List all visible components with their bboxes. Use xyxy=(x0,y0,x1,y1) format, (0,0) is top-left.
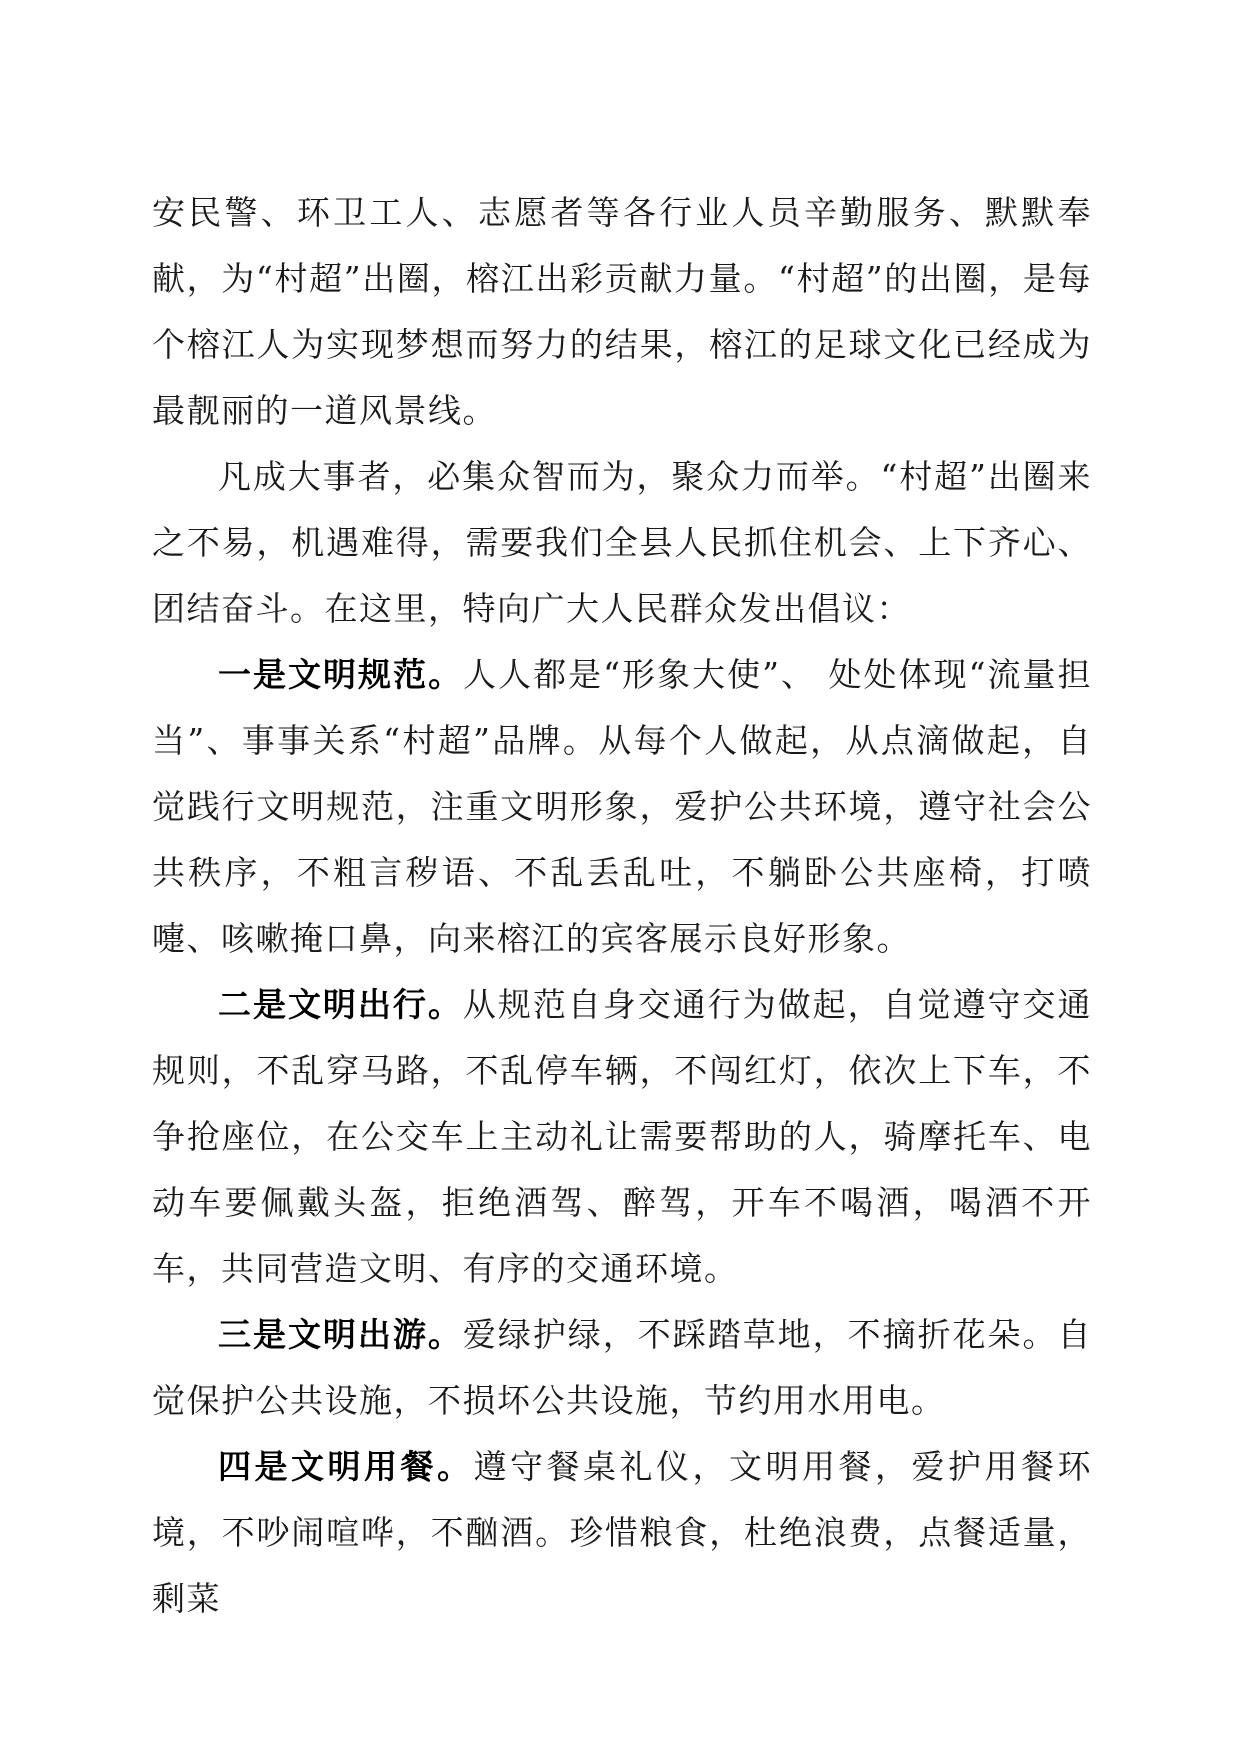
paragraph-text: 安民警、环卫工人、志愿者等各行业人员辛勤服务、默默奉献，为“村超”出圈，榕江出彩贡献力量。“村超”的出圈，是每个榕江人为实现梦想而努力的结果，榕江的足球文化已经成为最靓丽的一道风景线。 xyxy=(152,193,1092,430)
paragraph-text: 爱绿护绿，不踩踏草地，不摘折花朵。自觉保护公共设施，不损坏公共设施，节约用水用电。 xyxy=(152,1315,1093,1420)
paragraph-civil-norms xyxy=(152,642,1092,972)
paragraph-civil-travel xyxy=(152,972,1092,1302)
paragraph-civil-tourism xyxy=(152,1302,1092,1434)
paragraph-proposal-intro xyxy=(152,444,1092,642)
paragraph-text: 遵守餐桌礼仪，文明用餐，爱护用餐环境，不吵闹喧哗，不酗酒。珍惜粮食，杜绝浪费，点餐适量，剩菜 xyxy=(152,1447,1092,1618)
paragraph-text: 人人都是“形象大使”、 处处体现“流量担当”、事事关系“村超”品牌。从每个人做起，从点滴做起，自觉践行文明规范，注重文明形象，爱护公共环境，遵守社会公共秩序，不粗言秽语、不乱丢乱吐，不躺卧公共座椅，打喷嚏、咳嗽掩口鼻，向来榕江的宾客展示良好形象。 xyxy=(152,655,1092,958)
paragraph-lead-heading: 四是文明用餐。 xyxy=(218,1447,474,1486)
document-body xyxy=(152,180,1092,1632)
paragraph-lead-heading: 三是文明出游。 xyxy=(218,1315,463,1354)
paragraph-continuation xyxy=(152,180,1092,444)
paragraph-text: 凡成大事者，必集众智而为，聚众力而举。“村超”出圈来之不易，机遇难得，需要我们全县人民抓住机会、上下齐心、团结奋斗。在这里，特向广大人民群众发出倡议： xyxy=(152,457,1092,628)
paragraph-civil-dining xyxy=(152,1434,1092,1632)
paragraph-text: 从规范自身交通行为做起，自觉遵守交通规则，不乱穿马路，不乱停车辆，不闯红灯，依次上下车，不争抢座位，在公交车上主动礼让需要帮助的人，骑摩托车、电动车要佩戴头盔，拒绝酒驾、醉驾，开车不喝酒，喝酒不开车，共同营造文明、有序的交通环境。 xyxy=(152,985,1093,1288)
paragraph-lead-heading: 二是文明出行。 xyxy=(218,985,463,1024)
paragraph-lead-heading: 一是文明规范。 xyxy=(218,655,464,694)
